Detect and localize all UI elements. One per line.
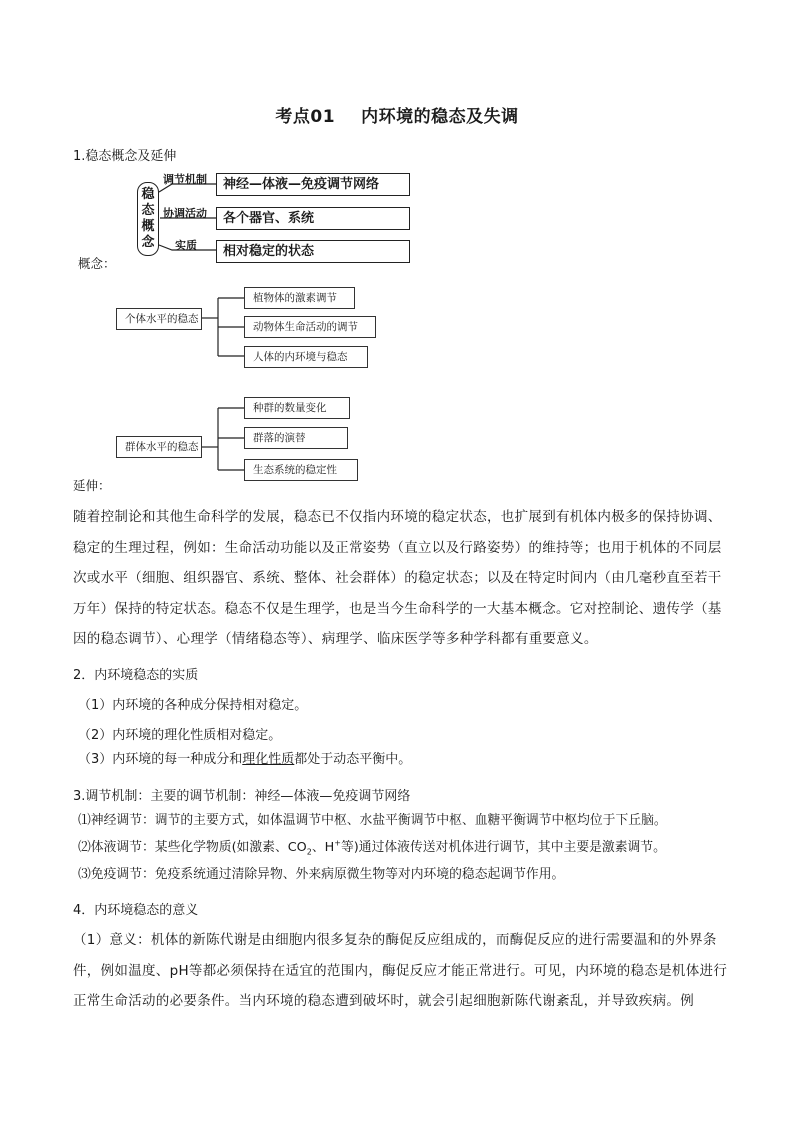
concept-char: 念	[141, 235, 155, 250]
concept-char: 概	[141, 219, 155, 234]
concept-char: 态	[141, 203, 155, 218]
section3-item2-pre: ⑵体液调节：某些化学物质(如激素、CO	[78, 840, 307, 855]
section3-item2-sub: 2	[306, 847, 312, 857]
concept-box-state: 相对稳定的状态	[216, 240, 410, 263]
section4-paragraph: （1）意义：机体的新陈代谢是由细胞内很多复杂的酶促反应组成的，而酶促反应的进行需要温和的外界条件，例如温度、pH等都必须保持在适宜的范围内，酶促反应才能正常进行。可见，内环境的稳态是机体进行正常生命活动的必要条件。当内环境的稳态遭到破坏时，就会引起细胞新陈代谢紊乱，并导致疾病。例	[73, 932, 728, 1009]
section1-heading: 1.稳态概念及延伸	[73, 149, 177, 164]
edge-label-coordination: 协调活动	[163, 207, 207, 220]
title-name: 内环境的稳态及失调	[361, 107, 519, 127]
population-item: 群落的演替	[244, 427, 348, 449]
population-item: 种群的数量变化	[244, 397, 350, 419]
concept-center-box	[137, 182, 159, 256]
population-item: 生态系统的稳定性	[244, 459, 358, 481]
section3-item: ⑶免疫调节：免疫系统通过清除异物、外来病原微生物等对内环境的稳态起调节作用。	[78, 867, 565, 882]
individual-item: 人体的内环境与稳态	[244, 346, 368, 368]
extension-label: 延伸：	[73, 478, 111, 493]
edge-label-essence: 实质	[175, 239, 197, 252]
section2-heading: 2．内环境稳态的实质	[73, 668, 199, 683]
title-code: 考点01	[275, 107, 336, 127]
individual-item: 动物体生命活动的调节	[244, 316, 376, 338]
concept-box-network: 神经—体液—免疫调节网络	[216, 173, 410, 196]
section2-item: （2）内环境的理化性质相对稳定。	[78, 728, 282, 743]
section2-item3-post: 都处于动态平衡中。	[294, 752, 412, 767]
concept-char: 稳	[141, 187, 155, 202]
section2-item3	[78, 748, 411, 767]
individual-item: 植物体的激素调节	[244, 287, 355, 309]
section2-item3-pre: （3）内环境的每一种成分和	[78, 752, 243, 767]
section3-item: ⑴神经调节：调节的主要方式，如体温调节中枢、水盐平衡调节中枢、血糖平衡调节中枢均位于下丘脑。	[78, 813, 667, 828]
section2-item: （1）内环境的各种成分保持相对稳定。	[78, 698, 308, 713]
section3-item2-sup: +	[334, 838, 341, 848]
section2-item3-underlined: 理化性质	[242, 752, 295, 767]
section3-heading: 3.调节机制：主要的调节机制：神经—体液—免疫调节网络	[73, 789, 411, 804]
concept-label: 概念：	[78, 256, 116, 271]
section3-item2-post: 等)通过体液传送对机体进行调节，其中主要是激素调节。	[340, 840, 666, 855]
extension-paragraph: 随着控制论和其他生命科学的发展，稳态已不仅指内环境的稳定状态，也扩展到有机体内极多的保持协调、稳定的生理过程，例如：生命活动功能以及正常姿势（直立以及行路姿势）的维持等；也用于机体的不同层次或水平（细胞、组织器官、系统、整体、社会群体）的稳定状态；以及在特定时间内（由几毫秒直至若干万年）保持的特定状态。稳态不仅是生理学，也是当今生命科学的一大基本概念。它对控制论、遗传学（基因的稳态调节）、心理学（情绪稳态等）、病理学、临床医学等多种学科都有重要意义。	[73, 509, 722, 647]
population-root-box: 群体水平的稳态	[116, 436, 202, 458]
concept-box-organs: 各个器官、系统	[216, 207, 410, 230]
section3-item2-mid: 、H	[311, 840, 335, 855]
edge-label-mechanism: 调节机制	[163, 173, 207, 186]
section3-item2	[78, 836, 666, 857]
individual-root-box: 个体水平的稳态	[116, 308, 202, 330]
section4-heading: 4．内环境稳态的意义	[73, 903, 199, 918]
